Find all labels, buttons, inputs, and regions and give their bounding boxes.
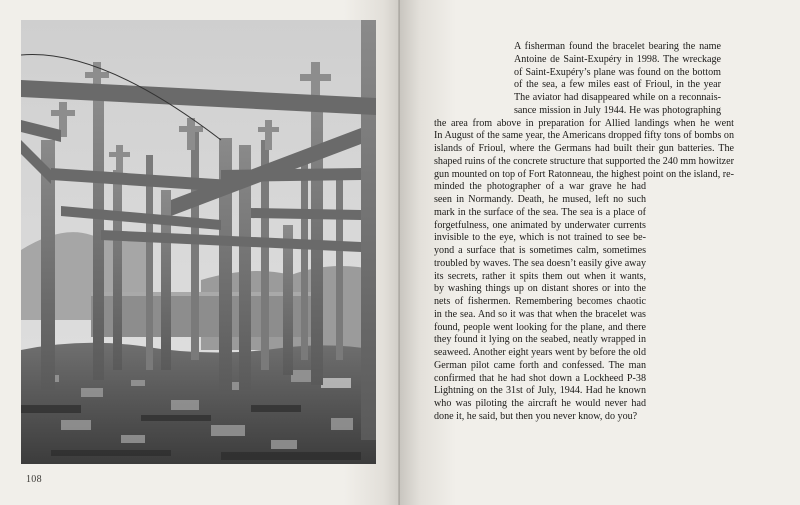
text-line: The aviator had disappeared while on a reconnais-	[514, 92, 721, 103]
text-line: in the sea. And so it was that when the bracelet was	[434, 308, 646, 320]
text-line: German pilot came forth and confessed. The man	[434, 359, 646, 371]
page-number-left: 108	[26, 474, 42, 485]
text-line: seaweed. Another eight years went by before the old	[434, 347, 646, 358]
text-line: confirmed that he had shot down a Lockheed P-38	[434, 372, 646, 384]
text-line: gun mounted on top of Fort Ratonneau, the highest point on the island, re-	[434, 168, 734, 180]
text-line: sance mission in July 1944. He was photographing	[514, 104, 721, 116]
text-line: In August of the same year, the Americans dropped fifty tons of bombs on	[434, 130, 734, 142]
text-line: seen in Normandy. Death, he mused, left no such	[434, 194, 646, 205]
text-line: shaped ruins of the concrete structure that supported the 240 mm howitzer	[434, 155, 734, 167]
text-line: done it, he said, but then you never know, do you?	[434, 410, 638, 422]
text-line: nets of fishermen. Remembering becomes chaotic	[434, 296, 646, 307]
photo-ruins	[21, 20, 376, 464]
text-line: minded the photographer of a war grave he had	[434, 181, 646, 193]
body-text	[434, 41, 734, 424]
text-line: the area from above in preparation for Allied landings when he went	[434, 117, 734, 129]
text-line: Antoine de Saint-Exupéry in 1998. The wreckage	[514, 53, 721, 65]
text-line: yond a surface that is sometimes calm, sometimes	[434, 245, 646, 256]
text-line: islands of Frioul, where the Germans had built their gun batteries. The	[434, 143, 734, 154]
text-line: of the sea, a few miles east of Frioul, in the year	[514, 79, 721, 91]
text-line: troubled by waves. The sea doesn’t easily give away	[434, 257, 646, 269]
text-line: Lightning on the 31st of July, 1944. Had he known	[434, 385, 646, 397]
text-line: of Saint-Exupéry’s plane was found on the bottom	[514, 66, 721, 78]
text-line: forgetfulness, one animated by underwater currents	[434, 219, 646, 231]
text-line: its secrets, rather it spits them out when it wants,	[434, 270, 646, 282]
text-line: mark in the surface of the sea. The sea is a place of	[434, 206, 646, 218]
text-line: by washing things up on distant shores or into the	[434, 283, 646, 295]
text-line: who was piloting the aircraft he would never had	[434, 398, 646, 409]
text-line: invisible to the eye, which is not trained to see be-	[434, 232, 646, 244]
text-line: A fisherman found the bracelet bearing the name	[514, 41, 721, 52]
text-line: found, people went looking for the plane, and there	[434, 321, 646, 333]
text-line: they found it lying on the seabed, neatly wrapped in	[434, 334, 646, 346]
